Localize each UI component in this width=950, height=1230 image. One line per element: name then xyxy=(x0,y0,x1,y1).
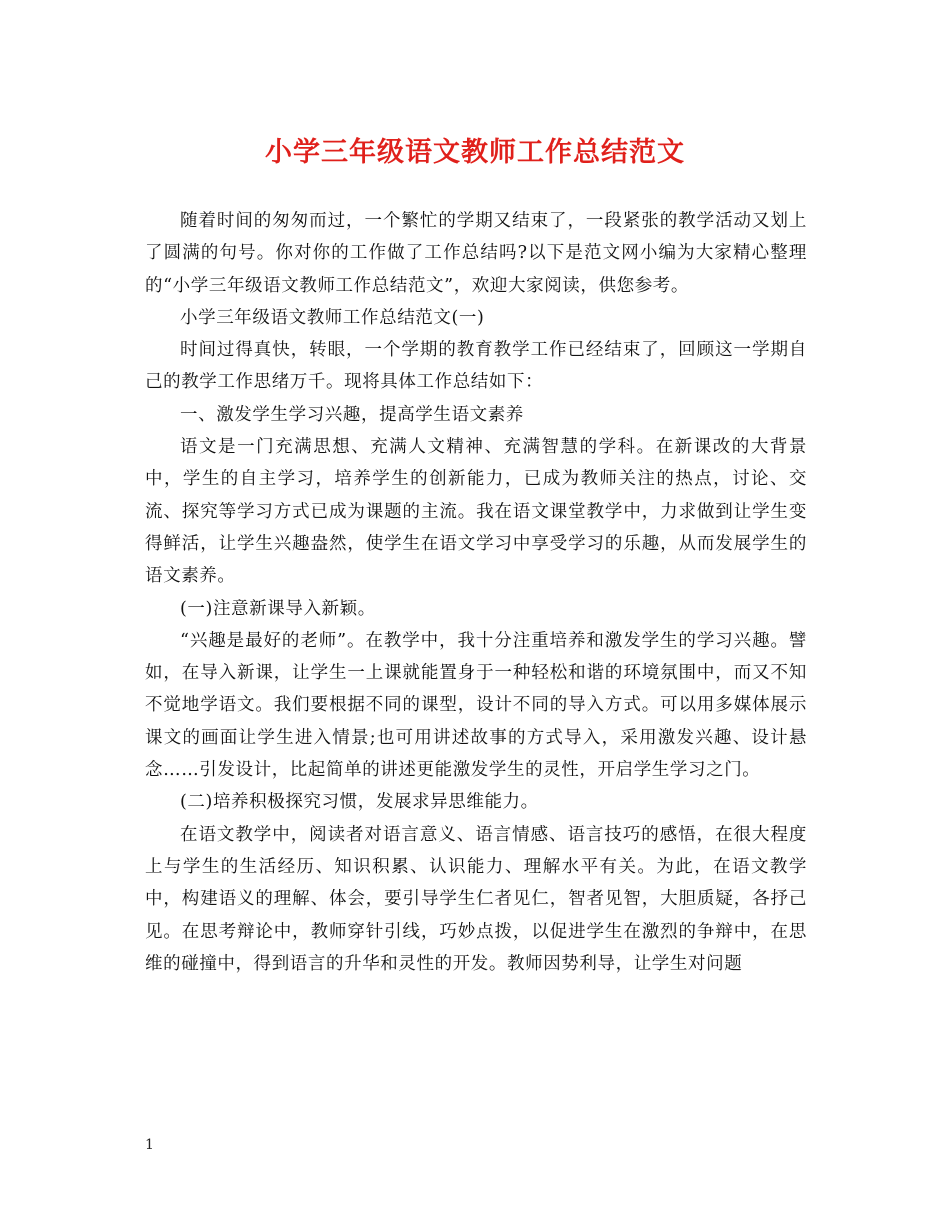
subheading-1: (一)注意新课导入新颖。 xyxy=(180,598,376,619)
paragraph-opening: 时间过得真快，转眼，一个学期的教育教学工作已经结束了，回顾这一学期自己的教学工作思绪万千。现将具体工作总结如下： xyxy=(145,340,807,393)
paragraph-intro: 随着时间的匆匆而过，一个繁忙的学期又结束了，一段紧张的教学活动又划上了圆满的句号。你对你的工作做了工作总结吗?以下是范文网小编为大家精心整理的“小学三年级语文教师工作总结范文”，欢迎大家阅读，供您参考。 xyxy=(145,211,807,296)
paragraph-section-1: 语文是一门充满思想、充满人文精神、充满智慧的学科。在新课改的大背景中，学生的自主学习，培养学生的创新能力，已成为教师关注的热点，讨论、交流、探究等学习方式已成为课题的主流。我在语文课堂教学中，力求做到让学生变得鲜活，让学生兴趣盎然，使学生在语文学习中享受学习的乐趣，从而发展学生的语文素养。 xyxy=(145,437,807,587)
page-number: 1 xyxy=(145,1137,154,1153)
paragraph-subsection-1: “兴趣是最好的老师”。在教学中，我十分注重培养和激发学生的学习兴趣。譬如，在导入新课，让学生一上课就能置身于一种轻松和谐的环境氛围中，而又不知不觉地学语文。我们要根据不同的课型，设计不同的导入方式。可以用多媒体展示课文的画面让学生进入情景;也可用讲述故事的方式导入，采用激发兴趣、设计悬念……引发设计，比起简单的讲述更能激发学生的灵性，开启学生学习之门。 xyxy=(145,630,807,781)
document-body xyxy=(145,205,807,980)
page-title: 小学三年级语文教师工作总结范文 xyxy=(265,137,685,168)
paragraph-subsection-2: 在语文教学中，阅读者对语言意义、语言情感、语言技巧的感悟，在很大程度上与学生的生活经历、知识积累、认识能力、理解水平有关。为此，在语文教学中，构建语义的理解、体会，要引导学生仁者见仁，智者见智，大胆质疑，各抒己见。在思考辩论中，教师穿针引线，巧妙点拨，以促进学生在激烈的争辩中，在思维的碰撞中，得到语言的升华和灵性的开发。教师因势利导，让学生对问题 xyxy=(145,824,807,974)
paragraph-subtitle: 小学三年级语文教师工作总结范文(一) xyxy=(180,307,485,328)
subheading-2: (二)培养积极探究习惯，发展求异思维能力。 xyxy=(180,792,539,813)
section-heading-1: 一、激发学生学习兴趣，提高学生语文素养 xyxy=(180,404,524,425)
